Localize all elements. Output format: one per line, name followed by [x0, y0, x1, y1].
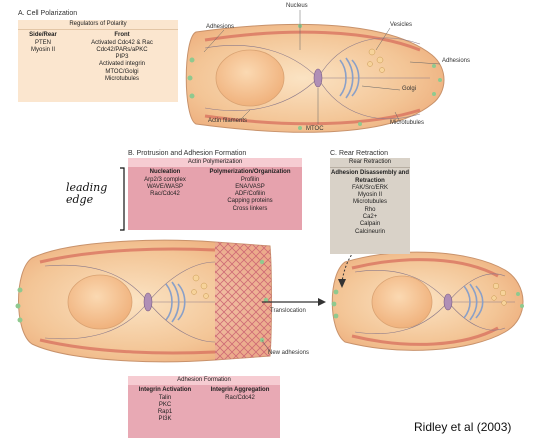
rear-item: Calcineurin — [354, 228, 385, 235]
integrin-activation-header: Integrin Activation — [138, 387, 192, 394]
retracting-cell — [332, 238, 524, 350]
integrin-item: PI3K — [158, 416, 172, 423]
nucleation-header: Nucleation — [149, 169, 181, 176]
label-mtoc: MTOC — [306, 126, 324, 132]
rear-item: Myosin II — [357, 192, 382, 199]
rear-box-title: Rear Retraction — [330, 158, 410, 168]
rear-retraction-box — [330, 158, 410, 254]
integrin-aggregation-column — [202, 387, 278, 402]
front-item: Activated integrin — [98, 61, 146, 68]
front-item: Activated Cdc42 & Rac — [91, 39, 153, 46]
front-item: Microtubules — [104, 76, 139, 83]
side-rear-item: Myosin II — [30, 46, 55, 53]
rear-box-header: Adhesion Disassembly and Retraction — [330, 170, 410, 184]
side-rear-column — [20, 32, 66, 54]
label-vesicles: Vesicles — [390, 22, 413, 28]
front-item: Cdc42/PARs/aPKC — [96, 46, 148, 53]
actin-box-title: Actin Polymerization — [128, 158, 302, 167]
front-column — [70, 32, 174, 83]
polymerization-item: Profilin — [240, 176, 260, 183]
section-b-title: B. Protrusion and Adhesion Formation — [128, 150, 247, 157]
nucleation-item: WAVE/WASP — [146, 183, 184, 190]
label-golgi: Golgi — [402, 86, 417, 92]
section-c-title: C. Rear Retraction — [330, 150, 388, 157]
nucleation-column — [130, 169, 200, 198]
adhesion-formation-box — [128, 376, 280, 438]
polymerization-item: Cross linkers — [232, 205, 268, 212]
polarity-box-title: Regulators of Polarity — [18, 20, 178, 30]
rear-item: Rho — [364, 206, 376, 213]
aggregation-item: Rac/Cdc42 — [225, 394, 255, 401]
label-adhesions-left: Adhesions — [206, 24, 235, 30]
label-actin-filaments: Actin filaments — [208, 118, 248, 124]
rear-item: Ca2+ — [362, 214, 378, 221]
actin-polymerization-box — [128, 158, 302, 230]
protruding-cell — [16, 240, 272, 361]
section-a-title: A. Cell Polarization — [18, 10, 78, 17]
rear-item: Calpain — [359, 221, 381, 228]
polarity-regulators-box — [18, 20, 178, 102]
label-nucleus: Nucleus — [286, 3, 308, 9]
front-header: Front — [114, 32, 130, 39]
integrin-item: PKC — [158, 401, 172, 408]
label-new-adhesions: New adhesions — [268, 350, 310, 356]
label-translocation: Translocation — [270, 308, 306, 314]
front-item: MTOC/Golgi — [105, 68, 139, 75]
polymerization-item: Capping proteins — [227, 198, 273, 205]
polymerization-item: ENA/VASP — [235, 183, 265, 190]
integrin-item: Rap1 — [157, 409, 173, 416]
rear-box-body — [330, 168, 410, 236]
nucleation-item: Rac/Cdc42 — [150, 191, 180, 198]
adhesion-box-title: Adhesion Formation — [128, 376, 280, 385]
polymerization-column — [200, 169, 300, 213]
polymerization-header: Polymerization/Organization — [209, 169, 291, 176]
side-rear-header: Side/Rear — [29, 32, 57, 39]
side-rear-item: PTEN — [34, 39, 51, 46]
label-microtubules: Microtubules — [390, 120, 425, 126]
polymerization-item: ADF/Cofilin — [234, 191, 266, 198]
integrin-activation-column — [130, 387, 200, 423]
nucleation-item: Arp2/3 complex — [144, 176, 186, 183]
integrin-item: Talin — [158, 394, 172, 401]
handwritten-leading-edge-note: leading edge — [66, 181, 108, 206]
label-adhesions-right: Adhesions — [442, 58, 471, 64]
citation-credit: Ridley et al (2003) — [414, 420, 512, 434]
front-item: PIP3 — [115, 54, 129, 61]
integrin-aggregation-header: Integrin Aggregation — [210, 387, 270, 394]
rear-item: FAK/Src/ERK — [351, 184, 388, 191]
rear-item: Microtubules — [352, 199, 387, 206]
